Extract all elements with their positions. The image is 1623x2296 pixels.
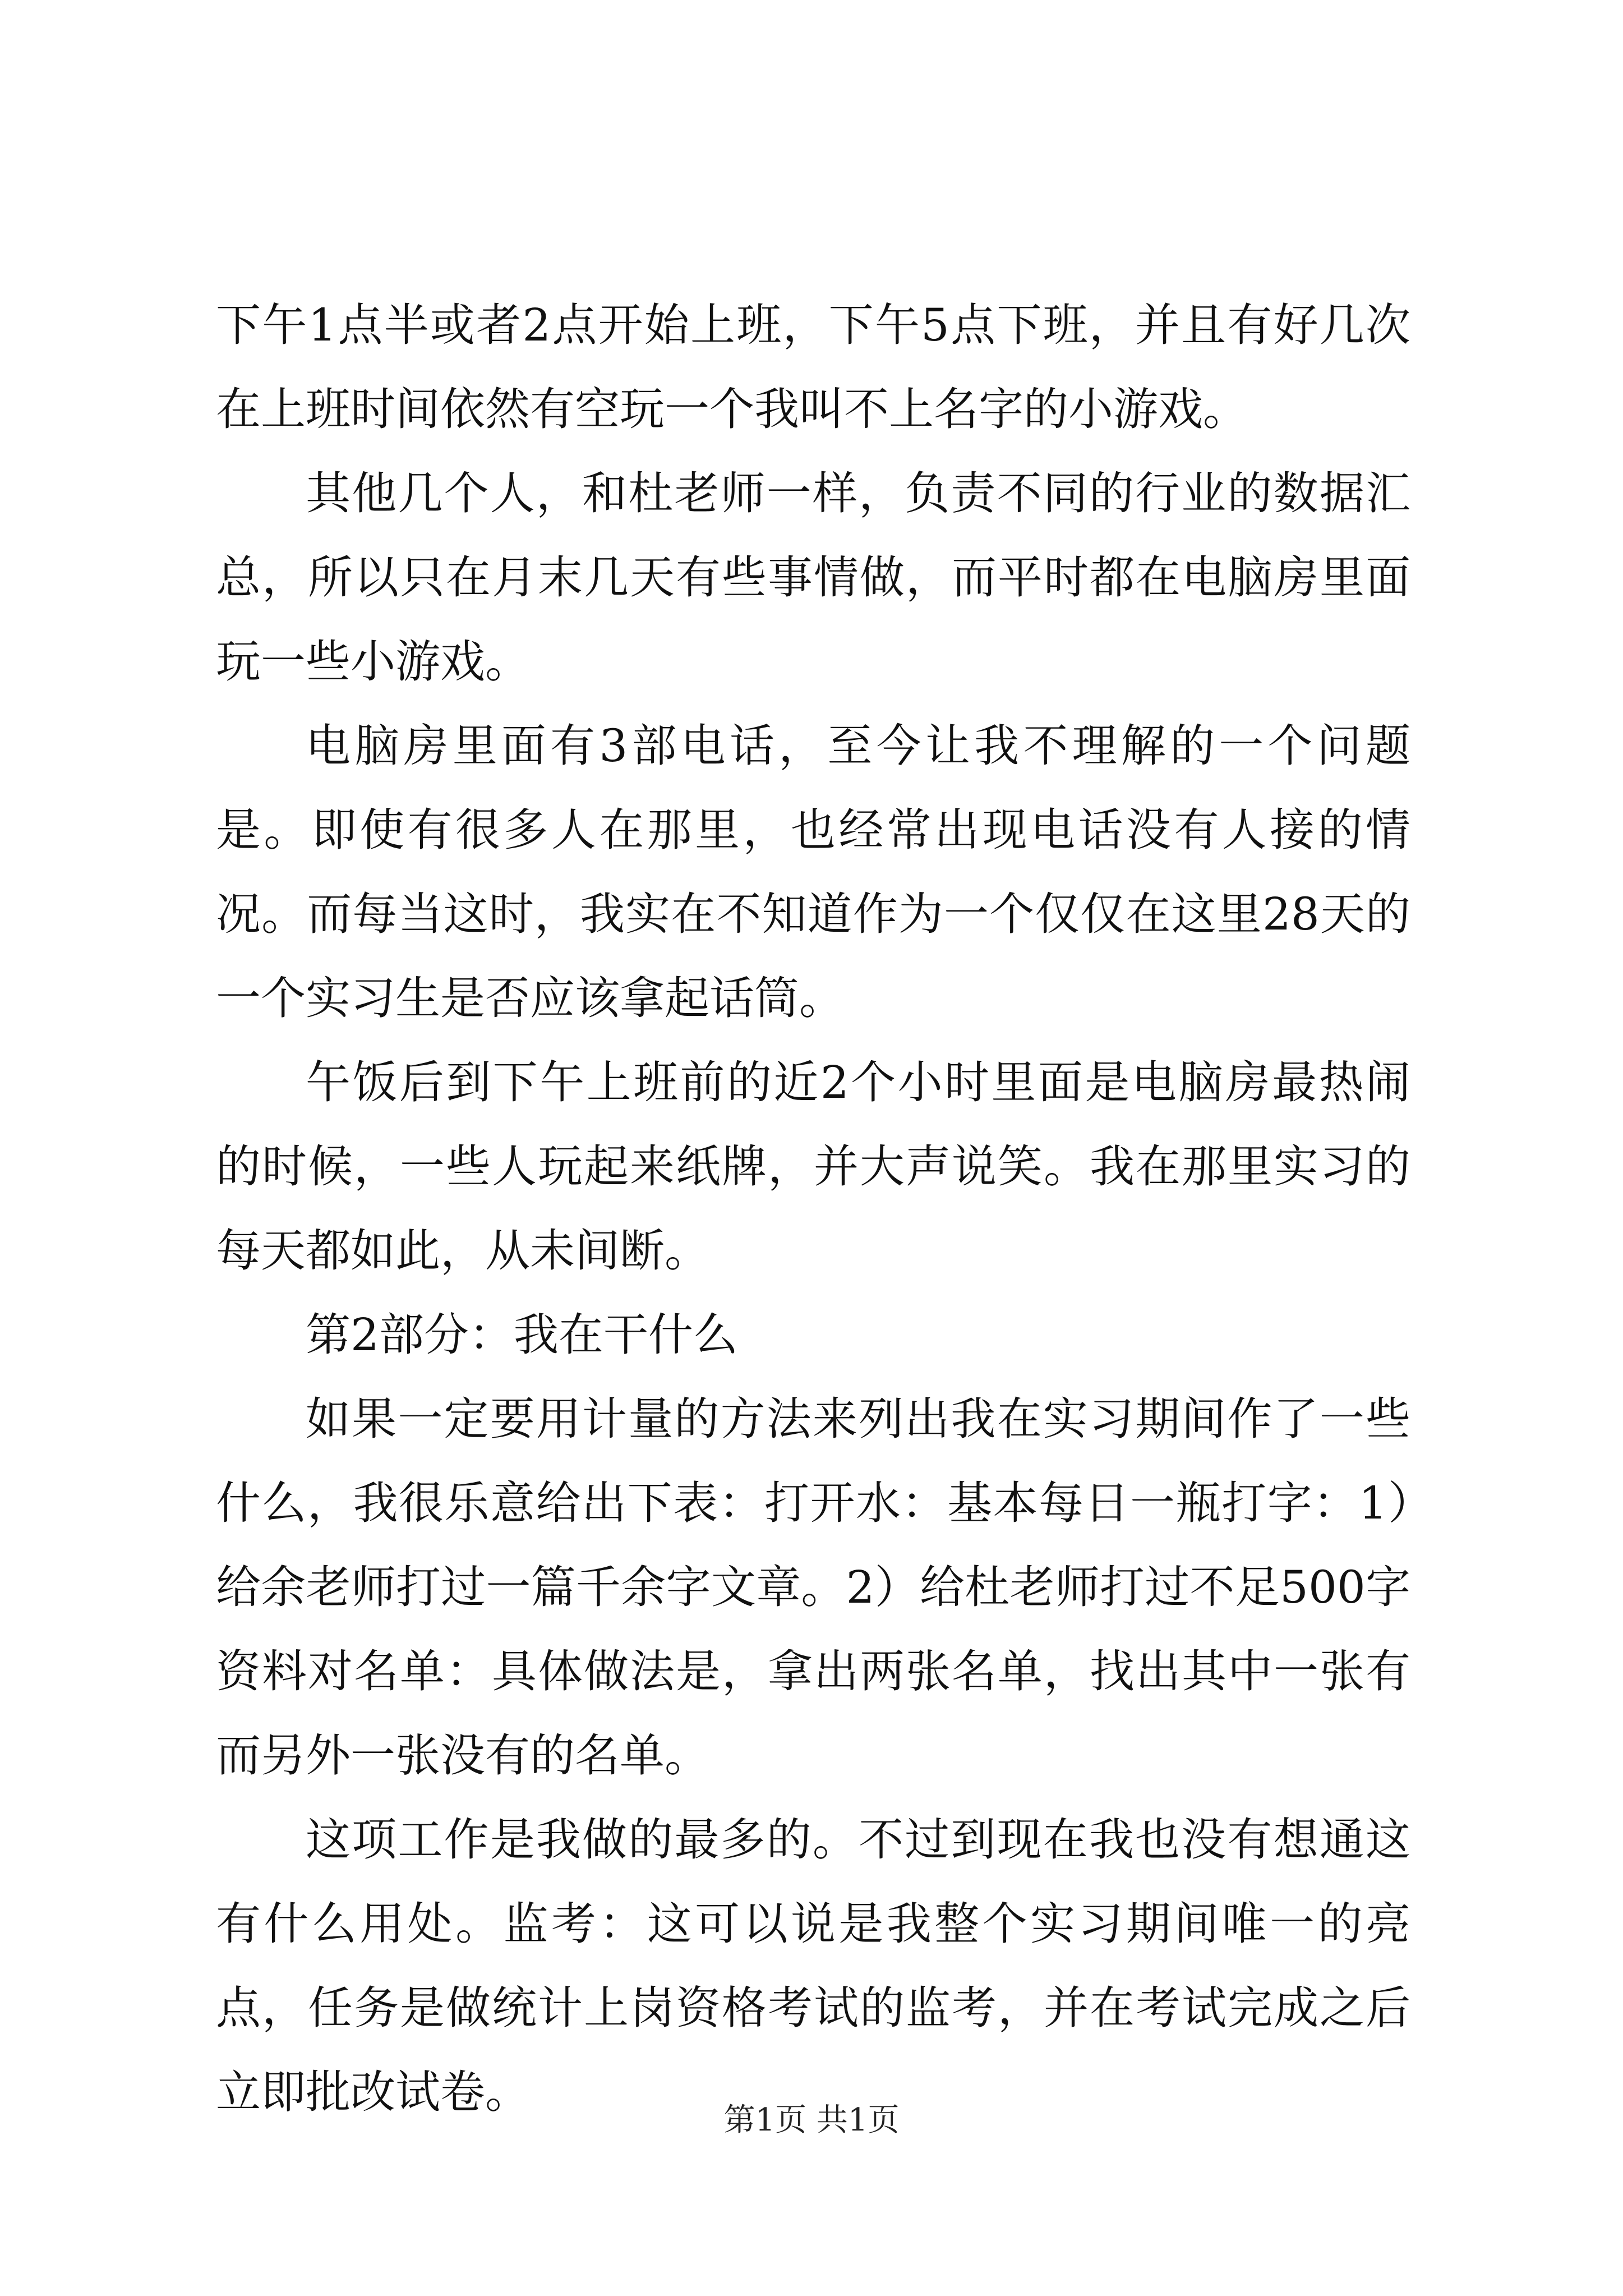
paragraph-5: 如果一定要用计量的方法来列出我在实习期间作了一些什么，我很乐意给出下表：打开水：基本每日一瓶打字：1）给余老师打过一篇千余字文章。2）给杜老师打过不足500字资料对名单：具体做法是，拿出两张名单，找出其中一张有而另外一张没有的名单。 (216, 1393, 1410, 1782)
page-footer: 第1页 共1页 (723, 2102, 900, 2138)
paragraph-1: 下午1点半或者2点开始上班，下午5点下班，并且有好几次在上班时间依然有空玩一个我叫不上名字的小游戏。 (216, 299, 1410, 435)
paragraph-3: 电脑房里面有3部电话，至今让我不理解的一个问题是。即使有很多人在那里，也经常出现电话没有人接的情况。而每当这时，我实在不知道作为一个仅仅在这里28天的一个实习生是否应该拿起话筒。 (216, 720, 1410, 1024)
paragraph-2: 其他几个人，和杜老师一样，负责不同的行业的数据汇总，所以只在月末几天有些事情做，而平时都在电脑房里面玩一些小游戏。 (216, 467, 1410, 688)
paragraph-6: 这项工作是我做的最多的。不过到现在我也没有想通这有什么用处。监考：这可以说是我整个实习期间唯一的亮点，任务是做统计上岗资格考试的监考，并在考试完成之后立即批改试卷。 (216, 1814, 1410, 2118)
paragraph-4: 午饭后到下午上班前的近2个小时里面是电脑房最热闹的时候，一些人玩起来纸牌，并大声说笑。我在那里实习的每天都如此，从未间断。 (216, 1056, 1410, 1277)
document-body (216, 283, 1410, 2134)
section-heading: 第2部分：我在干什么 (306, 1309, 738, 1361)
